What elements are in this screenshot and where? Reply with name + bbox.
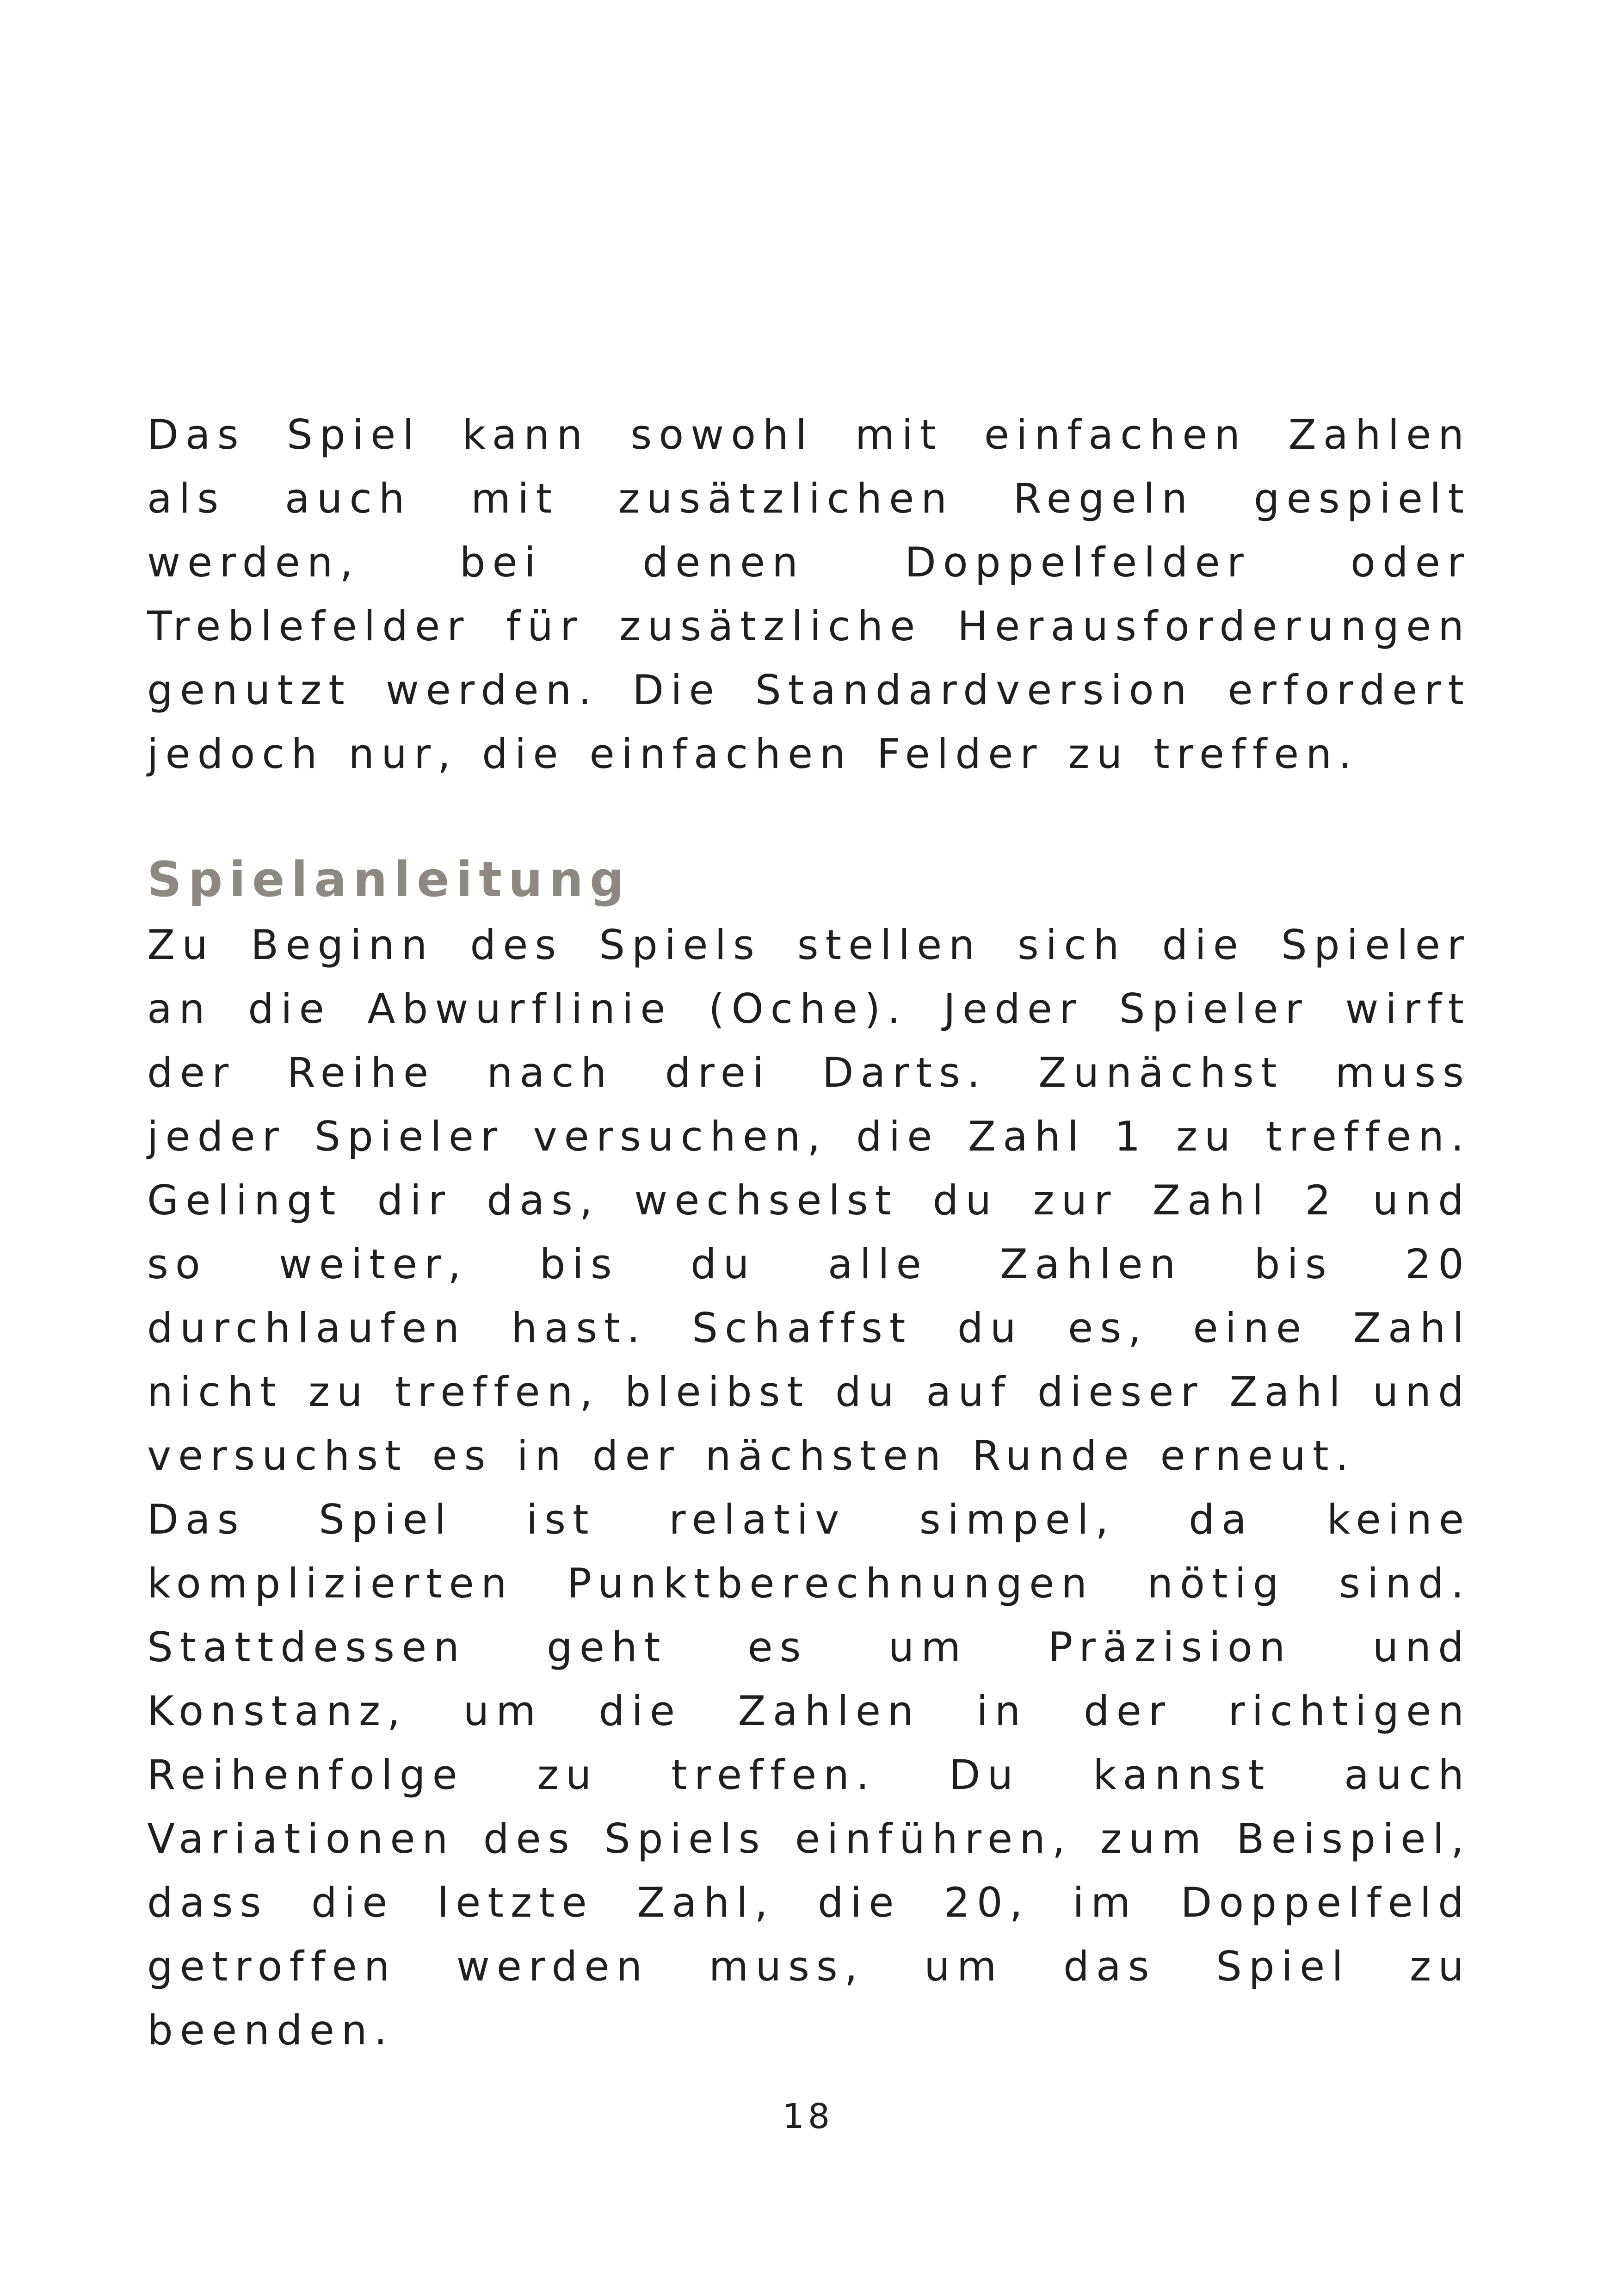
- page-content: [147, 403, 1471, 2062]
- instructions-paragraph: Zu Beginn des Spiels stellen sich die Spieler an die Abwurflinie (Oche). Jeder Spieler wirft der Reihe nach drei Darts. Zunächst muss jeder Spieler versuchen, die Zahl 1 zu treffen. Gelingt dir das, wechselst du zur Zahl 2 und so weiter, bis du alle Zahlen bis 20 durchlaufen hast. Schaffst du es, eine Zahl nicht zu treffen, bleibst du auf dieser Zahl und versuchst es in der nächsten Runde erneut.: [147, 921, 1471, 1479]
- intro-paragraph: Das Spiel kann sowohl mit einfachen Zahlen als auch mit zusätzlichen Regeln gespielt werden, bei denen Doppelfelder oder Treblefelder für zusätzliche Herausforderungen genutzt werden. Die Standardversion erfordert jedoch nur, die einfachen Felder zu treffen.: [147, 411, 1471, 778]
- section-heading: Spielanleitung: [147, 851, 631, 908]
- page-number: 18: [782, 2097, 834, 2136]
- variation-paragraph: Das Spiel ist relativ simpel, da keine komplizierten Punktberechnungen nötig sind. Stattdessen geht es um Präzision und Konstanz, um die Zahlen in der richtigen Reihenfolge zu treffen. Du kannst auch Variationen des Spiels einführen, zum Beispiel, dass die letzte Zahl, die 20, im Doppelfeld getroffen werden muss, um das Spiel zu beenden.: [147, 1496, 1471, 2054]
